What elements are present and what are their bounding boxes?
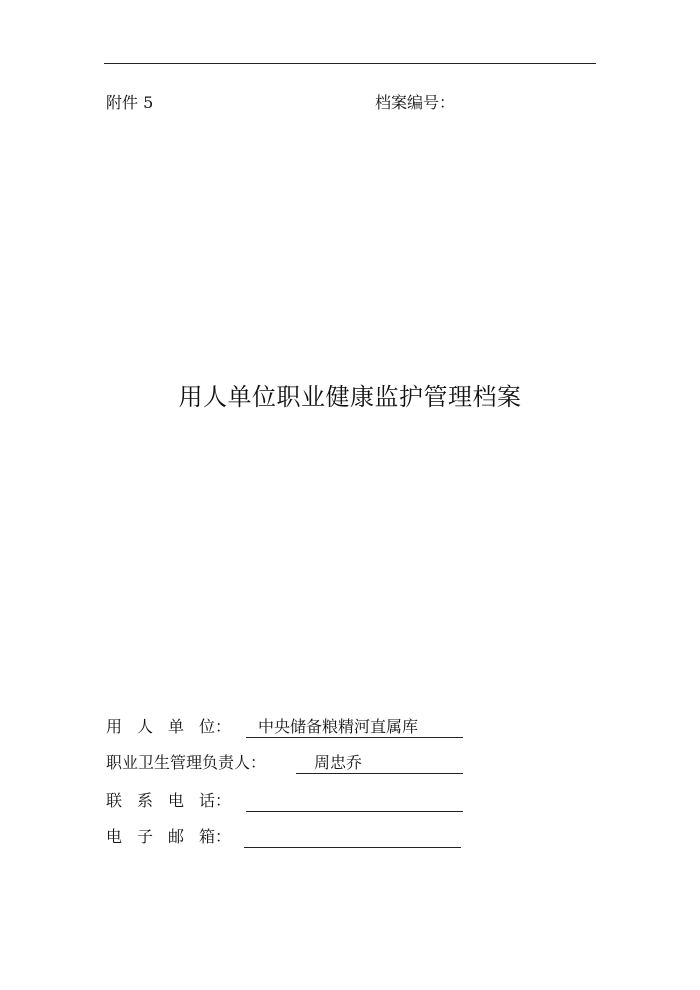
archive-number-label: 档案编号： (375, 93, 456, 112)
email-label-char: 电 (106, 827, 123, 846)
email-label-char: 子 (137, 827, 154, 846)
phone-label-char: 电 (168, 791, 185, 810)
phone-label (106, 790, 231, 812)
employer-label-char: 人 (137, 717, 154, 736)
employer-label-char: 单 (168, 717, 185, 736)
employer-value[interactable]: 中央储备粮精河直属库 (246, 716, 463, 738)
hygiene-manager-label: 职业卫生管理负责人： (106, 753, 267, 772)
employer-label (106, 716, 231, 738)
phone-label-char: 话： (199, 791, 232, 810)
email-value[interactable] (244, 826, 461, 848)
document-title: 用人单位职业健康监护管理档案 (178, 383, 522, 411)
header-rule (104, 63, 596, 64)
email-label-char: 邮 (168, 827, 185, 846)
phone-label-char: 系 (137, 791, 154, 810)
phone-label-char: 联 (106, 791, 123, 810)
email-label-char: 箱： (199, 827, 232, 846)
phone-value[interactable] (246, 790, 463, 812)
employer-label-char: 位： (199, 717, 232, 736)
email-label (106, 826, 231, 848)
attachment-label: 附件 5 (106, 93, 154, 112)
employer-label-char: 用 (106, 717, 123, 736)
hygiene-manager-value[interactable]: 周忠乔 (296, 752, 463, 774)
